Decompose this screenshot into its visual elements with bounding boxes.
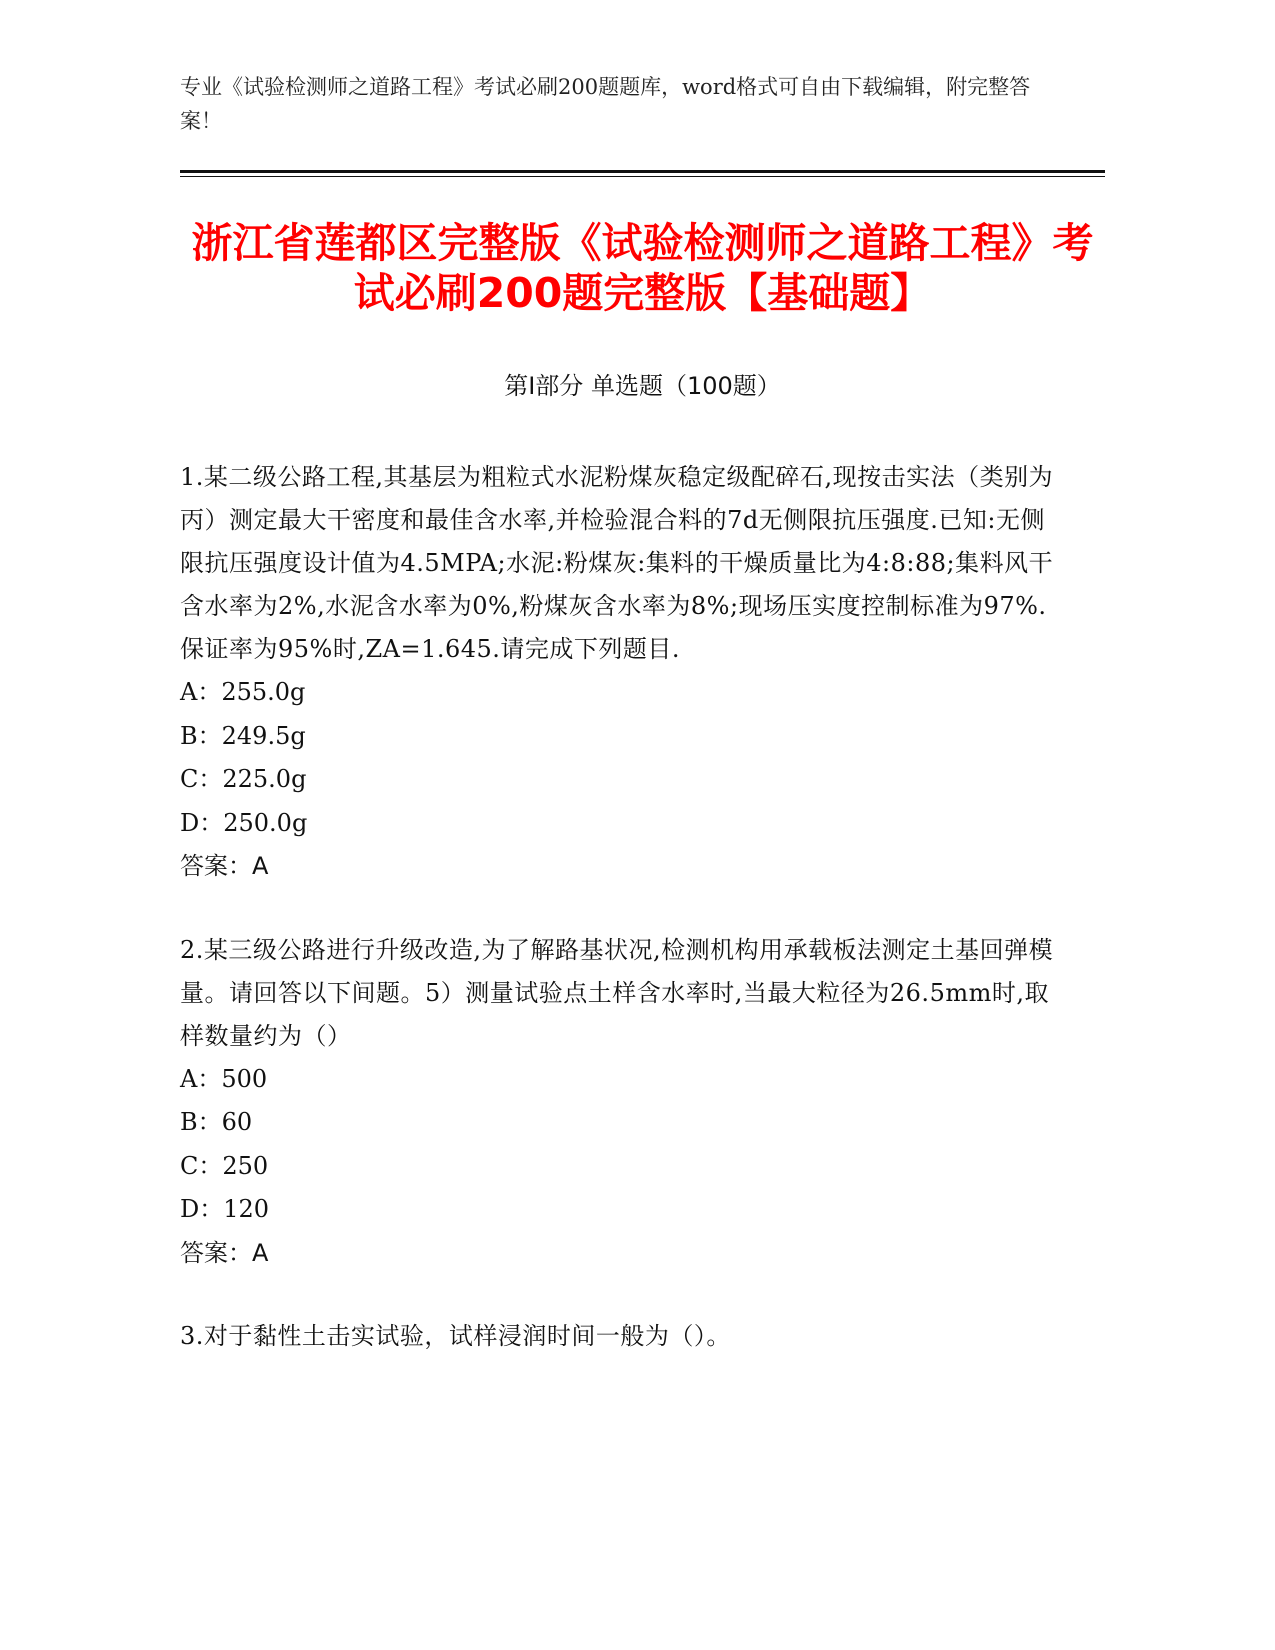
document-title: 浙江省莲都区完整版《试验检测师之道路工程》考试必刷200题完整版【基础题】 (191, 219, 1094, 317)
question-2 (180, 929, 1060, 1276)
question-stem: 3.对于黏性土击实试验，试样浸润时间一般为（）。 (180, 1322, 731, 1350)
option-d: D：120 (180, 1195, 270, 1223)
question-stem: 1.某二级公路工程,其基层为粗粒式水泥粉煤灰稳定级配碎石,现按击实法（类别为丙）测定最大干密度和最佳含水率,并检验混合料的7d无侧限抗压强度.已知:无侧限抗压强度设计值为4.5MPA;水泥:粉煤灰:集料的干燥质量比为4:8:88;集料风干含水率为2%,水泥含水率为0%,粉煤灰含水率为8%;现场压实度控制标准为97%.保证率为95%时,ZA=1.645.请完成下列题目. (180, 463, 1054, 663)
option-b: B：60 (180, 1108, 253, 1136)
question-3 (180, 1315, 1060, 1358)
option-b: B：249.5g (180, 721, 306, 750)
option-a: A：255.0g (180, 678, 306, 706)
option-c: C：225.0g (180, 765, 307, 793)
section-title: 第I部分 单选题（100题） (504, 372, 781, 400)
option-d: D：250.0g (180, 808, 308, 837)
question-1 (180, 456, 1060, 889)
option-c: C：250 (180, 1151, 269, 1180)
question-stem: 2.某三级公路进行升级改造,为了解路基状况,检测机构用承载板法测定土基回弹模量。请回答以下间题。5）测量试验点土样含水率时,当最大粒径为26.5mm时,取样数量约为（） (180, 935, 1054, 1050)
header-rule-thin (180, 176, 1105, 177)
question-list (180, 456, 1060, 1398)
header-note: 专业《试验检测师之道路工程》考试必刷200题题库，word格式可自由下载编辑，附完整答案！ (180, 75, 1031, 133)
answer-label: 答案：A (180, 852, 269, 880)
option-a: A：500 (180, 1064, 268, 1093)
header-rule-thick (180, 170, 1105, 173)
answer-label: 答案：A (180, 1238, 269, 1267)
